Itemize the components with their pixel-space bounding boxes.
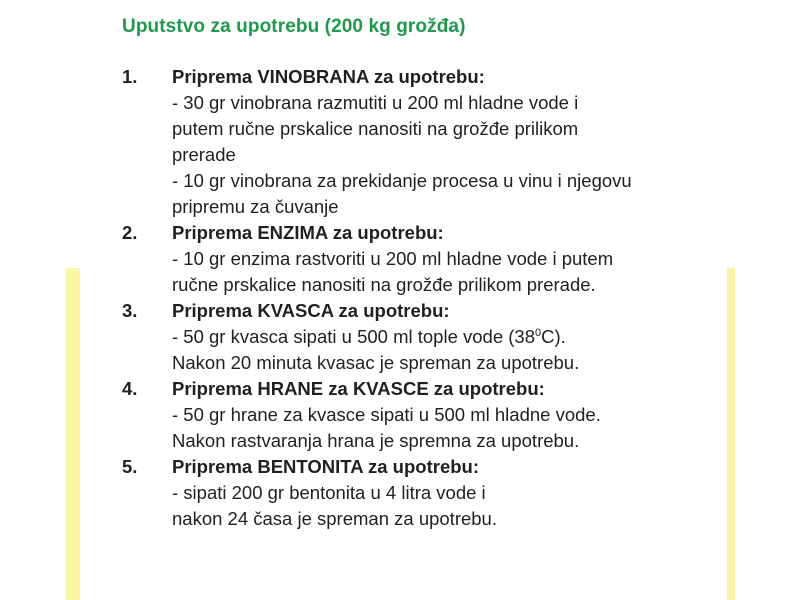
left-accent-bar [66, 268, 80, 600]
step-heading: Priprema VINOBRANA za upotrebu: [172, 66, 485, 87]
step-text-segment: C). [541, 326, 566, 347]
step-text-line: - sipati 200 gr bentonita u 4 litra vode i [172, 482, 486, 503]
step-text-line: prerade [172, 144, 236, 165]
step-heading: Priprema ENZIMA za upotrebu: [172, 222, 444, 243]
step-text-line: Nakon 20 minuta kvasac je spreman za upotrebu. [172, 352, 580, 373]
step-number: 2. [122, 222, 138, 243]
step-number: 3. [122, 300, 138, 321]
instruction-list [122, 64, 722, 532]
step-5 [122, 454, 722, 532]
step-text-line: Nakon rastvaranja hrana je spremna za upotrebu. [172, 430, 580, 451]
step-heading: Priprema KVASCA za upotrebu: [172, 300, 450, 321]
step-text-line: ručne prskalice nanositi na grožđe prilikom prerade. [172, 274, 596, 295]
step-2 [122, 220, 722, 298]
step-number: 5. [122, 456, 138, 477]
step-heading: Priprema HRANE za KVASCE za upotrebu: [172, 378, 545, 399]
step-4 [122, 376, 722, 454]
step-text-line: - 10 gr enzima rastvoriti u 200 ml hladne vode i putem [172, 248, 614, 269]
step-text-line: - 10 gr vinobrana za prekidanje procesa u vinu i njegovu [172, 170, 632, 191]
step-text-line: putem ručne prskalice nanositi na grožđe prilikom [172, 118, 579, 139]
step-1 [122, 64, 722, 220]
step-text-line: nakon 24 časa je spreman za upotrebu. [172, 508, 497, 529]
step-text-line: - 50 gr hrane za kvasce sipati u 500 ml hladne vode. [172, 404, 601, 425]
step-text-segment: - 50 gr kvasca sipati u 500 ml tople vode (38 [172, 326, 535, 347]
page-title: Uputstvo za upotrebu (200 kg grožđa) [122, 16, 466, 37]
step-text-line: - 30 gr vinobrana razmutiti u 200 ml hladne vode i [172, 92, 579, 113]
step-number: 1. [122, 66, 138, 87]
right-accent-bar [727, 268, 735, 600]
step-number: 4. [122, 378, 138, 399]
step-3 [122, 298, 722, 376]
step-text-line: pripremu za čuvanje [172, 196, 339, 217]
superscript-zero: 0 [535, 327, 542, 339]
step-text-line [172, 324, 722, 350]
step-heading: Priprema BENTONITA za upotrebu: [172, 456, 479, 477]
